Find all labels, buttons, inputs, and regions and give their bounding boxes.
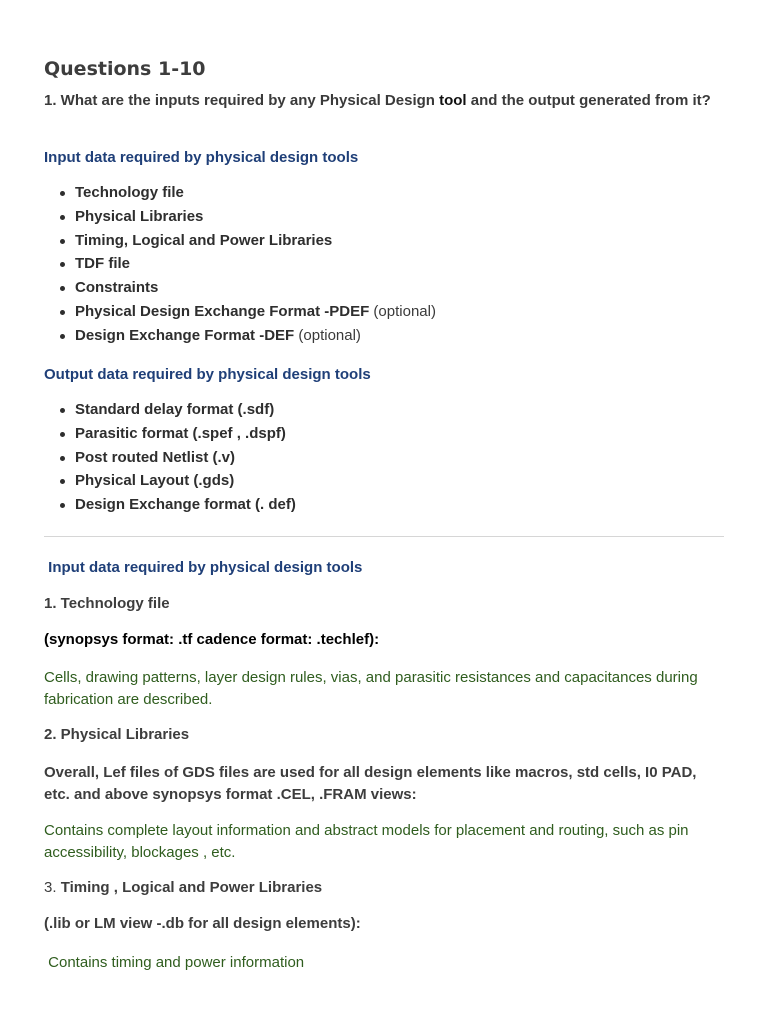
output-section-title: Output data required by physical design tools <box>44 366 371 383</box>
timing-libraries-number: 3. <box>44 879 61 896</box>
list-item <box>75 229 436 253</box>
section-divider <box>44 536 724 537</box>
technology-file-format: (synopsys format: .tf cadence format: .techlef): <box>44 631 380 648</box>
question-1-tool-word: tool <box>439 92 467 109</box>
timing-libraries-heading <box>44 879 322 896</box>
list-item <box>75 493 296 517</box>
output-data-list <box>44 398 296 517</box>
physical-libraries-format: Overall, Lef files of GDS files are used for all design elements like macros, std cells, I0 PAD, etc. and above synopsys format .CEL, .FRAM views: <box>44 764 697 803</box>
input-section-title: Input data required by physical design tools <box>44 149 359 166</box>
technology-file-description: Cells, drawing patterns, layer design rules, vias, and parasitic resistances and capacitances during fabrication are described. <box>44 669 698 708</box>
list-item-label: TDF file <box>75 255 130 273</box>
list-item <box>75 181 436 205</box>
list-item-label: Design Exchange format (. def) <box>75 496 296 514</box>
list-item-label: Technology file <box>75 184 184 201</box>
list-item <box>75 422 296 446</box>
list-item <box>75 300 436 324</box>
question-1-text-start: 1. What are the inputs required by any Physical Design <box>44 92 440 109</box>
physical-libraries-heading: 2. Physical Libraries <box>44 726 190 743</box>
page-heading: Questions 1-10 <box>44 58 206 80</box>
timing-libraries-format: (.lib or LM view -.db for all design elements): <box>44 915 361 932</box>
list-item-label: Physical Layout (.gds) <box>75 472 235 490</box>
question-1-text-end: and the output generated from it? <box>466 92 711 109</box>
list-item <box>75 398 296 422</box>
list-item <box>75 324 436 348</box>
list-item <box>75 469 296 493</box>
list-item-note: (optional) <box>369 302 436 320</box>
list-item <box>75 446 296 470</box>
timing-libraries-description: Contains timing and power information <box>44 954 305 971</box>
list-item <box>75 276 436 300</box>
list-item <box>75 252 436 276</box>
list-item-note: (optional) <box>294 326 361 344</box>
details-section-title: Input data required by physical design tools <box>44 559 363 576</box>
list-item-label: Timing, Logical and Power Libraries <box>75 231 333 249</box>
physical-libraries-description: Contains complete layout information and abstract models for placement and routing, such as pin accessibility, blockages , etc. <box>44 822 689 861</box>
input-data-list <box>44 181 436 348</box>
question-1 <box>44 90 724 112</box>
list-item-label: Constraints <box>75 279 159 297</box>
technology-file-heading: 1. Technology file <box>44 595 170 612</box>
list-item-label: Standard delay format (.sdf) <box>75 401 275 418</box>
list-item <box>75 205 436 229</box>
list-item-label: Parasitic format (.spef , .dspf) <box>75 424 286 442</box>
list-item-label: Physical Design Exchange Format -PDEF <box>75 302 370 320</box>
list-item-label: Physical Libraries <box>75 207 204 225</box>
timing-libraries-title: Timing , Logical and Power Libraries <box>60 879 323 896</box>
list-item-label: Post routed Netlist (.v) <box>75 448 236 466</box>
list-item-label: Design Exchange Format -DEF <box>75 326 295 344</box>
